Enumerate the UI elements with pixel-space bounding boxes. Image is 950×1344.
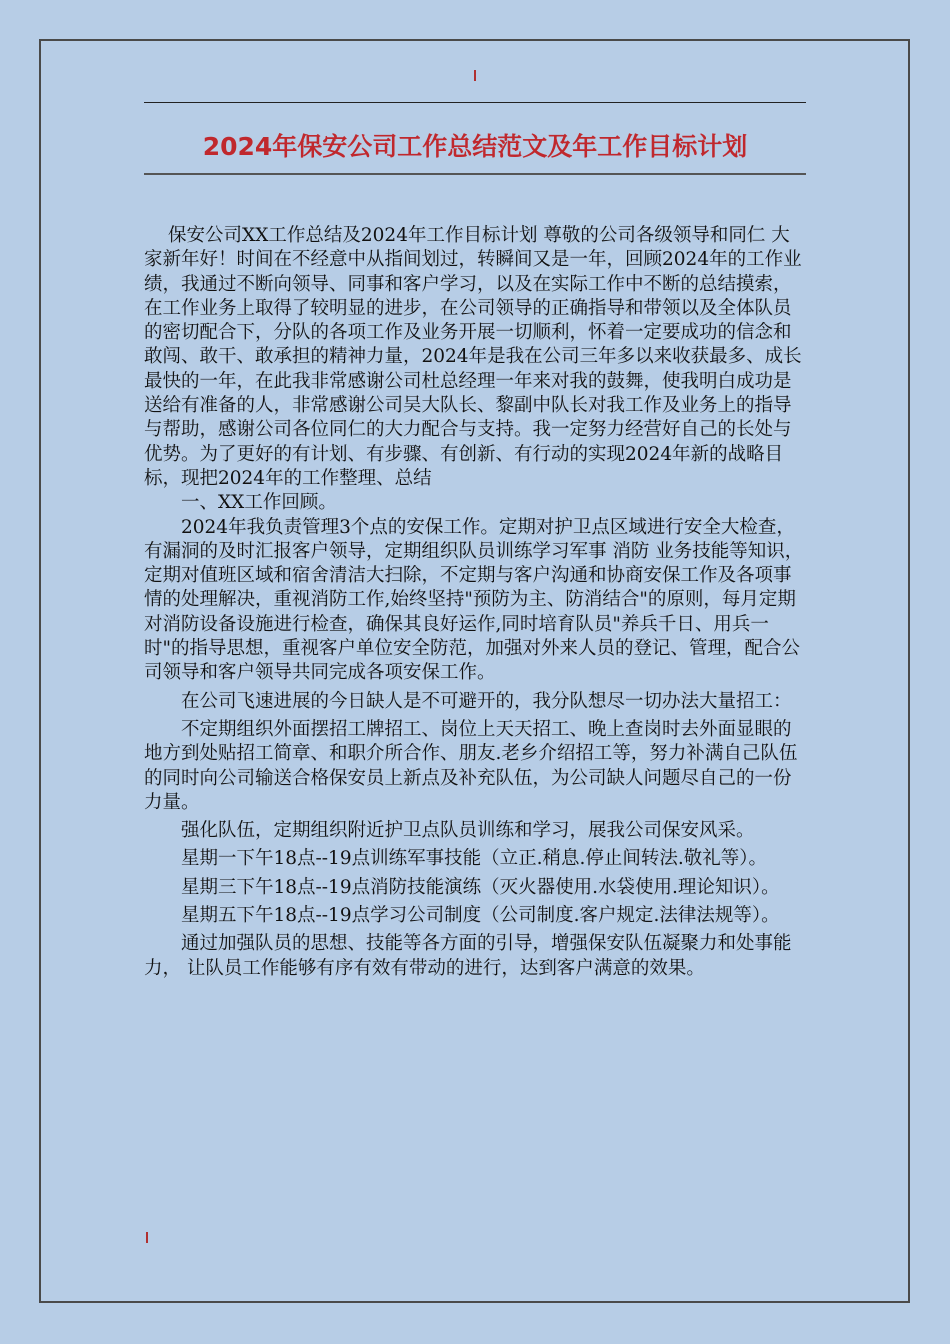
header-mark — [474, 70, 476, 81]
header-rule — [144, 102, 806, 103]
schedule-item: 星期五下午18点--19点学习公司制度（公司制度.客户规定.法律法规等）。 — [181, 905, 780, 927]
paragraph: 2024年我负责管理3个点的安保工作。定期对护卫点区域进行安全大检查，有漏洞的及时汇报客户领导，定期组织队员训练学习军事 消防 业务技能等知识，定期对值班区域和宿舍清洁大扫除，不定期与客户沟通和协商安保工作及各项事情的处理解决，重视消防工作,始终坚持"预防为主、防消结合"的原则，每月定期对消防设备设施进行检查，确保其良好运作,同时培育队员"养兵千日、用兵一时"的指导思想，重视客户单位安全防范，加强对外来人员的登记、管理，配合公司领导和客户领导共同完成各项安保工作。 — [144, 516, 804, 684]
paragraph: 不定期组织外面摆招工牌招工、岗位上天天招工、晚上查岗时去外面显眼的地方到处贴招工简章、和职介所合作、朋友.老乡介绍招工等，努力补满自己队伍的同时向公司输送合格保安员上新点及补充队伍，为公司缺人问题尽自己的一份力量。 — [144, 718, 798, 813]
footer-mark — [146, 1232, 148, 1243]
title-underline — [144, 173, 806, 175]
document-body — [144, 224, 806, 981]
schedule-item: 星期一下午18点--19点训练军事技能（立正.稍息.停止间转法.敬礼等）。 — [181, 848, 767, 870]
paragraph-intro: 保安公司XX工作总结及2024年工作目标计划 尊敬的公司各级领导和同仁 大家新年好！时间在不经意中从指间划过，转瞬间又是一年，回顾2024年的工作业绩，我通过不断向领导、同事和客户学习，以及在实际工作中不断的总结摸索，在工作业务上取得了较明显的进步，在公司领导的正确指导和带领以及全体队员的密切配合下，分队的各项工作及业务开展一切顺利，怀着一定要成功的信念和敢闯、敢干、敢承担的精神力量，2024年是我在公司三年多以来收获最多、成长最快的一年，在此我非常感谢公司杜总经理一年来对我的鼓舞，使我明白成功是送给有准备的人，非常感谢公司吴大队长、黎副中队长对我工作及业务上的指导与帮助，感谢公司各位同仁的大力配合与支持。我一定努力经营好自己的长处与优势。为了更好的有计划、有步骤、有创新、有行动的实现2024年新的战略目标，现把2024年的工作整理、总结 — [144, 225, 802, 489]
paragraph: 通过加强队员的思想、技能等各方面的引导，增强保安队伍凝聚力和处事能力， 让队员工作能够有序有效有带动的进行，达到客户满意的效果。 — [144, 933, 792, 979]
schedule-item: 星期三下午18点--19点消防技能演练（灭火器使用.水袋使用.理论知识）。 — [181, 876, 780, 898]
section-heading: 一、XX工作回顾。 — [181, 492, 337, 514]
document-title: 2024年保安公司工作总结范文及年工作目标计划 — [202, 132, 748, 161]
paragraph: 强化队伍，定期组织附近护卫点队员训练和学习，展我公司保安风采。 — [181, 820, 755, 842]
paragraph: 在公司飞速进展的今日缺人是不可避开的，我分队想尽一切办法大量招工： — [181, 690, 792, 712]
